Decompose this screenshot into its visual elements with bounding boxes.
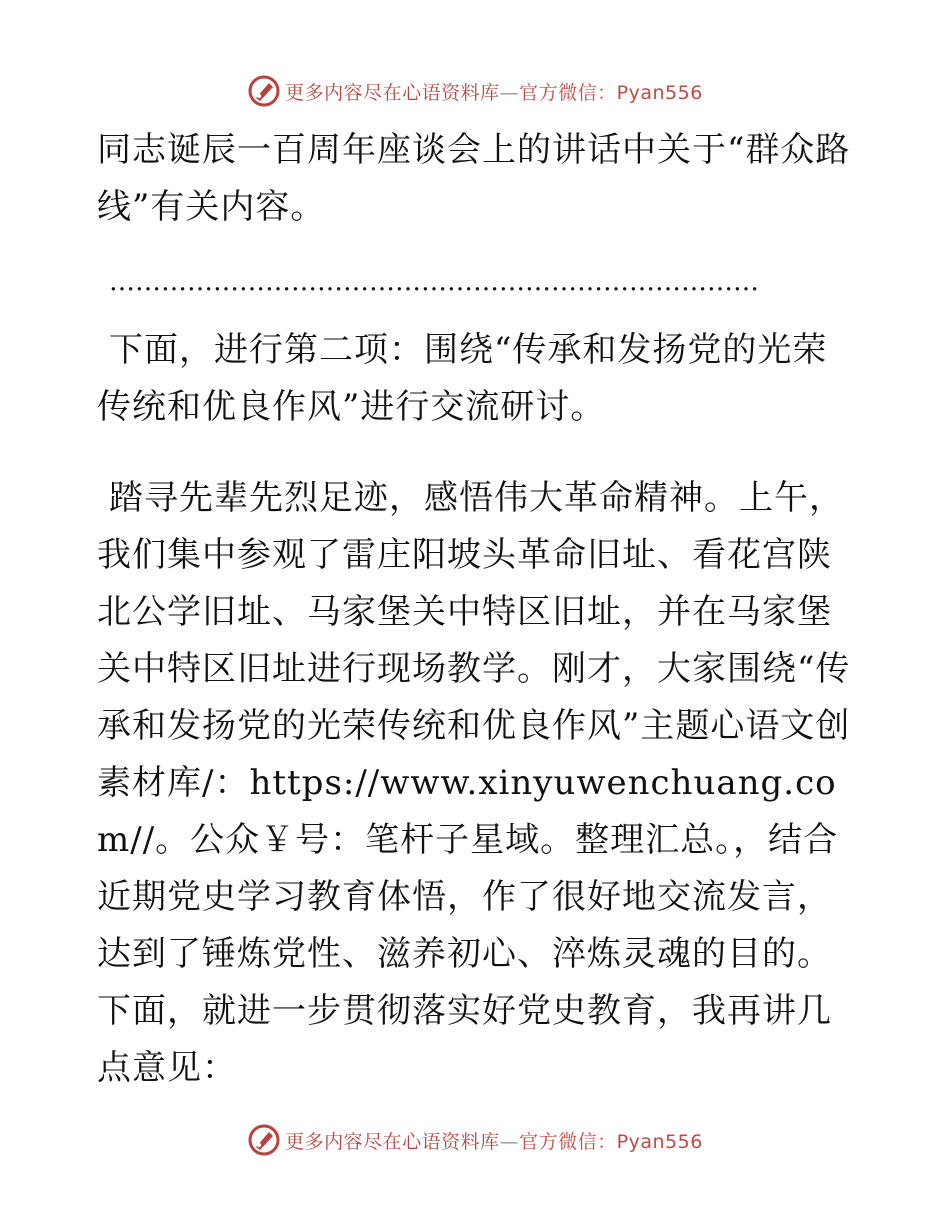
header-banner-wechat: 官方微信：Pyan556 (519, 81, 703, 104)
footer-banner-separator: — (499, 1130, 520, 1153)
pen-nib-logo-icon (247, 1123, 281, 1157)
header-banner-text (285, 78, 703, 105)
footer-banner (0, 1120, 950, 1160)
paragraph-1: 同志诞辰一百周年座谈会上的讲话中关于“群众路线”有关内容。 (97, 130, 851, 227)
document-body (97, 122, 857, 1097)
footer-banner-main: 更多内容尽在心语资料库 (285, 1130, 500, 1153)
footer-banner-wechat: 官方微信：Pyan556 (519, 1130, 703, 1153)
ellipsis-divider: ………………………………………………………………… (109, 267, 759, 297)
paragraph-3: 踏寻先辈先烈足迹，感悟伟大革命精神。上午，我们集中参观了雷庄阳坡头革命旧址、看花宫陕北公学旧址、马家堡关中特区旧址，并在马家堡关中特区旧址进行现场教学。刚才，大家围绕“传承和发扬党的光荣传统和优良作风”主题心语文创素材库/：https://www.xinyuwenchuang.com//。公众￥号：笔杆子星域。整理汇总。，结合近期党史学习教育体悟，作了很好地交流发言，达到了锤炼党性、滋养初心、淬炼灵魂的目的。下面，就进一步贯彻落实好党史教育，我再讲几点意见： (97, 478, 851, 1088)
pen-nib-logo-icon (247, 74, 281, 108)
header-banner-separator: — (499, 81, 520, 104)
footer-banner-text (285, 1127, 703, 1154)
paragraph-2: 下面，进行第二项：围绕“传承和发扬党的光荣传统和优良作风”进行交流研讨。 (97, 330, 828, 427)
header-banner (0, 71, 950, 111)
header-banner-main: 更多内容尽在心语资料库 (285, 81, 500, 104)
